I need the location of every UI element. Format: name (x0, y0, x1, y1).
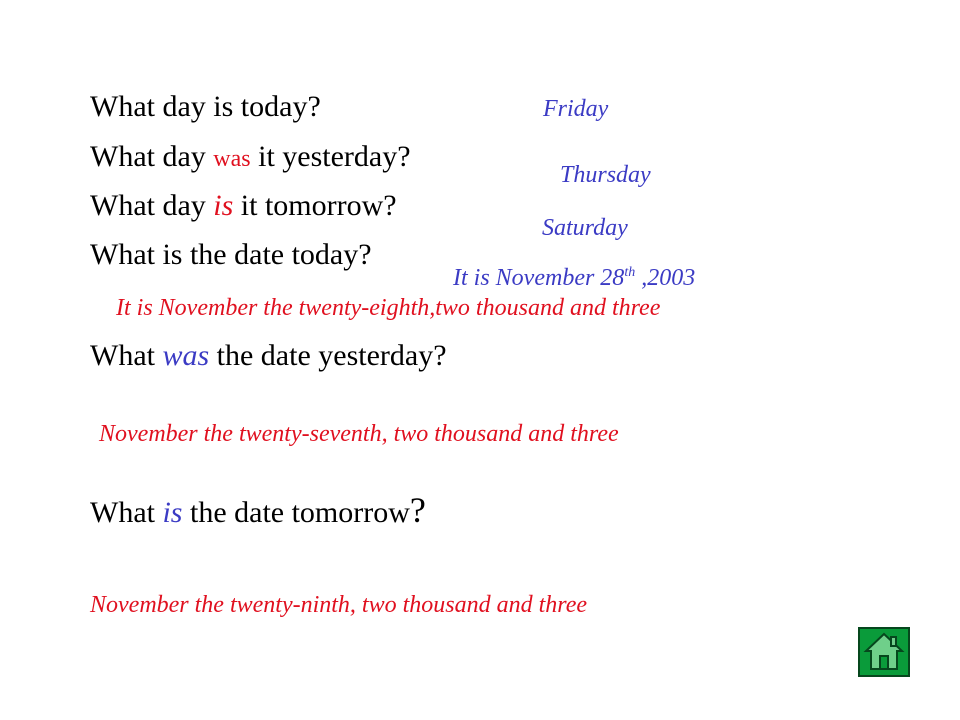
question-date-tomorrow (90, 492, 426, 528)
question-post: the date tomorrow (182, 496, 410, 529)
question-verb: is (213, 189, 234, 222)
question-day-yesterday (90, 142, 411, 172)
answer-date-short (453, 266, 695, 290)
question-verb: was (162, 339, 210, 372)
home-button[interactable] (858, 627, 910, 677)
question-day-today: What day is today? (90, 90, 321, 123)
answer-date-sup: th (624, 265, 636, 280)
question-day-tomorrow (90, 191, 397, 221)
question-post: it tomorrow? (233, 189, 397, 222)
answer-date-post: ,2003 (635, 265, 696, 291)
question-date-yesterday (90, 341, 447, 371)
answer-friday: Friday (543, 96, 609, 122)
answer-date-tomorrow: November the twenty-ninth, two thousand and three (90, 592, 588, 618)
question-post: it yesterday? (250, 140, 411, 173)
question-mark: ? (409, 490, 426, 530)
question-pre: What (90, 496, 163, 529)
question-pre: What day (90, 189, 214, 222)
answer-date-pre: It is November 28 (453, 265, 625, 291)
question-date-today: What is the date today? (90, 238, 372, 271)
answer-saturday: Saturday (542, 215, 628, 241)
home-icon (860, 629, 908, 675)
question-verb: is (162, 496, 183, 529)
answer-date-long: It is November the twenty-eighth,two thousand and three (116, 295, 661, 321)
answer-thursday: Thursday (560, 162, 651, 188)
question-pre: What day (90, 140, 214, 173)
answer-date-yesterday: November the twenty-seventh, two thousand and three (99, 421, 619, 447)
question-pre: What (90, 339, 163, 372)
question-verb: was (213, 146, 251, 172)
question-post: the date yesterday? (209, 339, 447, 372)
